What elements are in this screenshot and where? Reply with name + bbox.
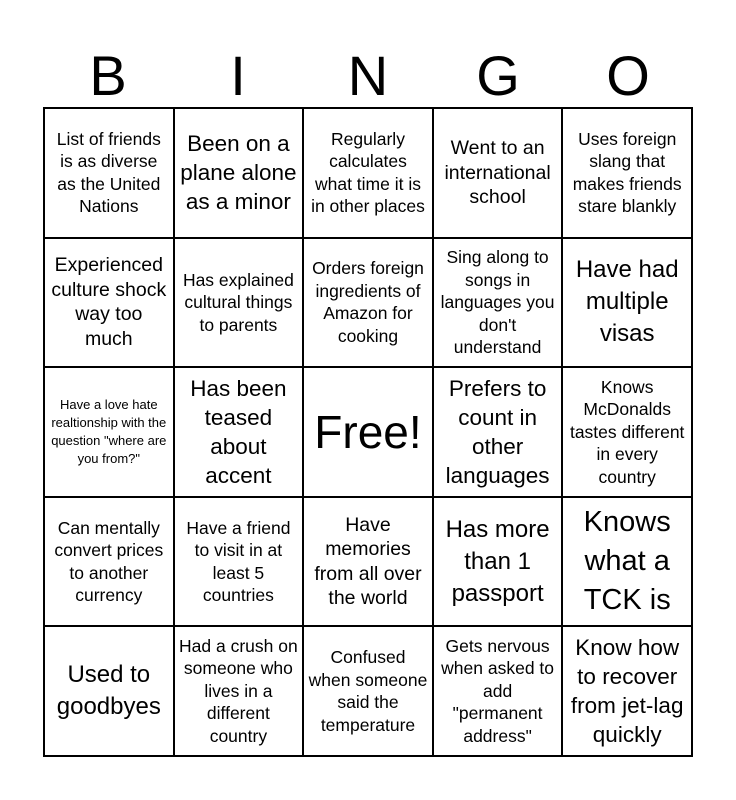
cell-text: Gets nervous when asked to add "permanent address" [441, 635, 555, 746]
bingo-cell[interactable] [44, 626, 174, 756]
bingo-cell[interactable] [562, 367, 692, 497]
bingo-cell[interactable] [44, 108, 174, 238]
cell-text: Orders foreign ingredients of Amazon for cooking [312, 258, 424, 346]
bingo-cell[interactable] [44, 367, 174, 497]
cell-text: Have had multiple visas [575, 256, 679, 348]
cell-text: Regularly calculates what time it is in other places [311, 128, 425, 217]
cell-text: Experienced culture shock way too much [51, 254, 167, 350]
bingo-cell[interactable] [433, 238, 563, 368]
bingo-grid [43, 107, 693, 757]
bingo-cell[interactable] [433, 497, 563, 627]
bingo-cell[interactable] [303, 497, 433, 627]
header-letter-b: B [89, 44, 127, 107]
cell-text: Has been teased about accent [190, 375, 287, 488]
cell-text: Has explained cultural things to parents [182, 269, 294, 335]
cell-text: Prefers to count in other languages [445, 375, 550, 488]
bingo-cell[interactable] [303, 238, 433, 368]
cell-text: Had a crush on someone who lives in a different country [179, 635, 298, 746]
cell-text: Have a love hate realtionship with the question "where are you from?" [51, 396, 167, 466]
cell-text: Have a friend to visit in at least 5 countries [186, 517, 291, 606]
cell-text: List of friends is as diverse as the United Nations [56, 128, 161, 217]
bingo-cell[interactable] [562, 626, 692, 756]
header-letter-g: G [476, 44, 520, 107]
bingo-cell[interactable] [433, 108, 563, 238]
cell-text: Used to goodbyes [56, 661, 161, 721]
bingo-cell[interactable] [433, 367, 563, 497]
cell-text: Know how to recover from jet-lag quickly [570, 635, 684, 748]
cell-text: Sing along to songs in languages you don't understand [440, 247, 555, 358]
free-space-cell[interactable] [303, 367, 433, 497]
bingo-cell[interactable] [303, 108, 433, 238]
cell-text: Confused when someone said the temperature [308, 647, 428, 735]
cell-text: Knows McDonalds tastes different in every country [569, 376, 685, 487]
bingo-cell[interactable] [174, 367, 304, 497]
bingo-cell[interactable] [433, 626, 563, 756]
cell-text: Have memories from all over the world [314, 513, 422, 610]
bingo-cell[interactable] [44, 497, 174, 627]
free-space-text: Free! [314, 405, 422, 458]
bingo-cell[interactable] [44, 238, 174, 368]
bingo-cell[interactable] [174, 108, 304, 238]
cell-text: Been on a plane alone as a minor [180, 131, 297, 215]
cell-text: Can mentally convert prices to another currency [54, 517, 164, 606]
bingo-cell[interactable] [562, 497, 692, 627]
header-letter-i: I [230, 44, 246, 107]
cell-text: Went to an international school [444, 137, 551, 209]
cell-text: Has more than 1 passport [445, 515, 550, 607]
bingo-cell[interactable] [174, 626, 304, 756]
bingo-cell[interactable] [562, 108, 692, 238]
bingo-header [43, 46, 693, 106]
cell-text: Uses foreign slang that makes friends stare blankly [572, 128, 682, 217]
bingo-cell[interactable] [174, 238, 304, 368]
bingo-cell[interactable] [562, 238, 692, 368]
cell-text: Knows what a TCK is [583, 506, 671, 617]
bingo-cell[interactable] [174, 497, 304, 627]
bingo-cell[interactable] [303, 626, 433, 756]
header-letter-o: O [606, 44, 650, 107]
header-letter-n: N [347, 44, 389, 107]
